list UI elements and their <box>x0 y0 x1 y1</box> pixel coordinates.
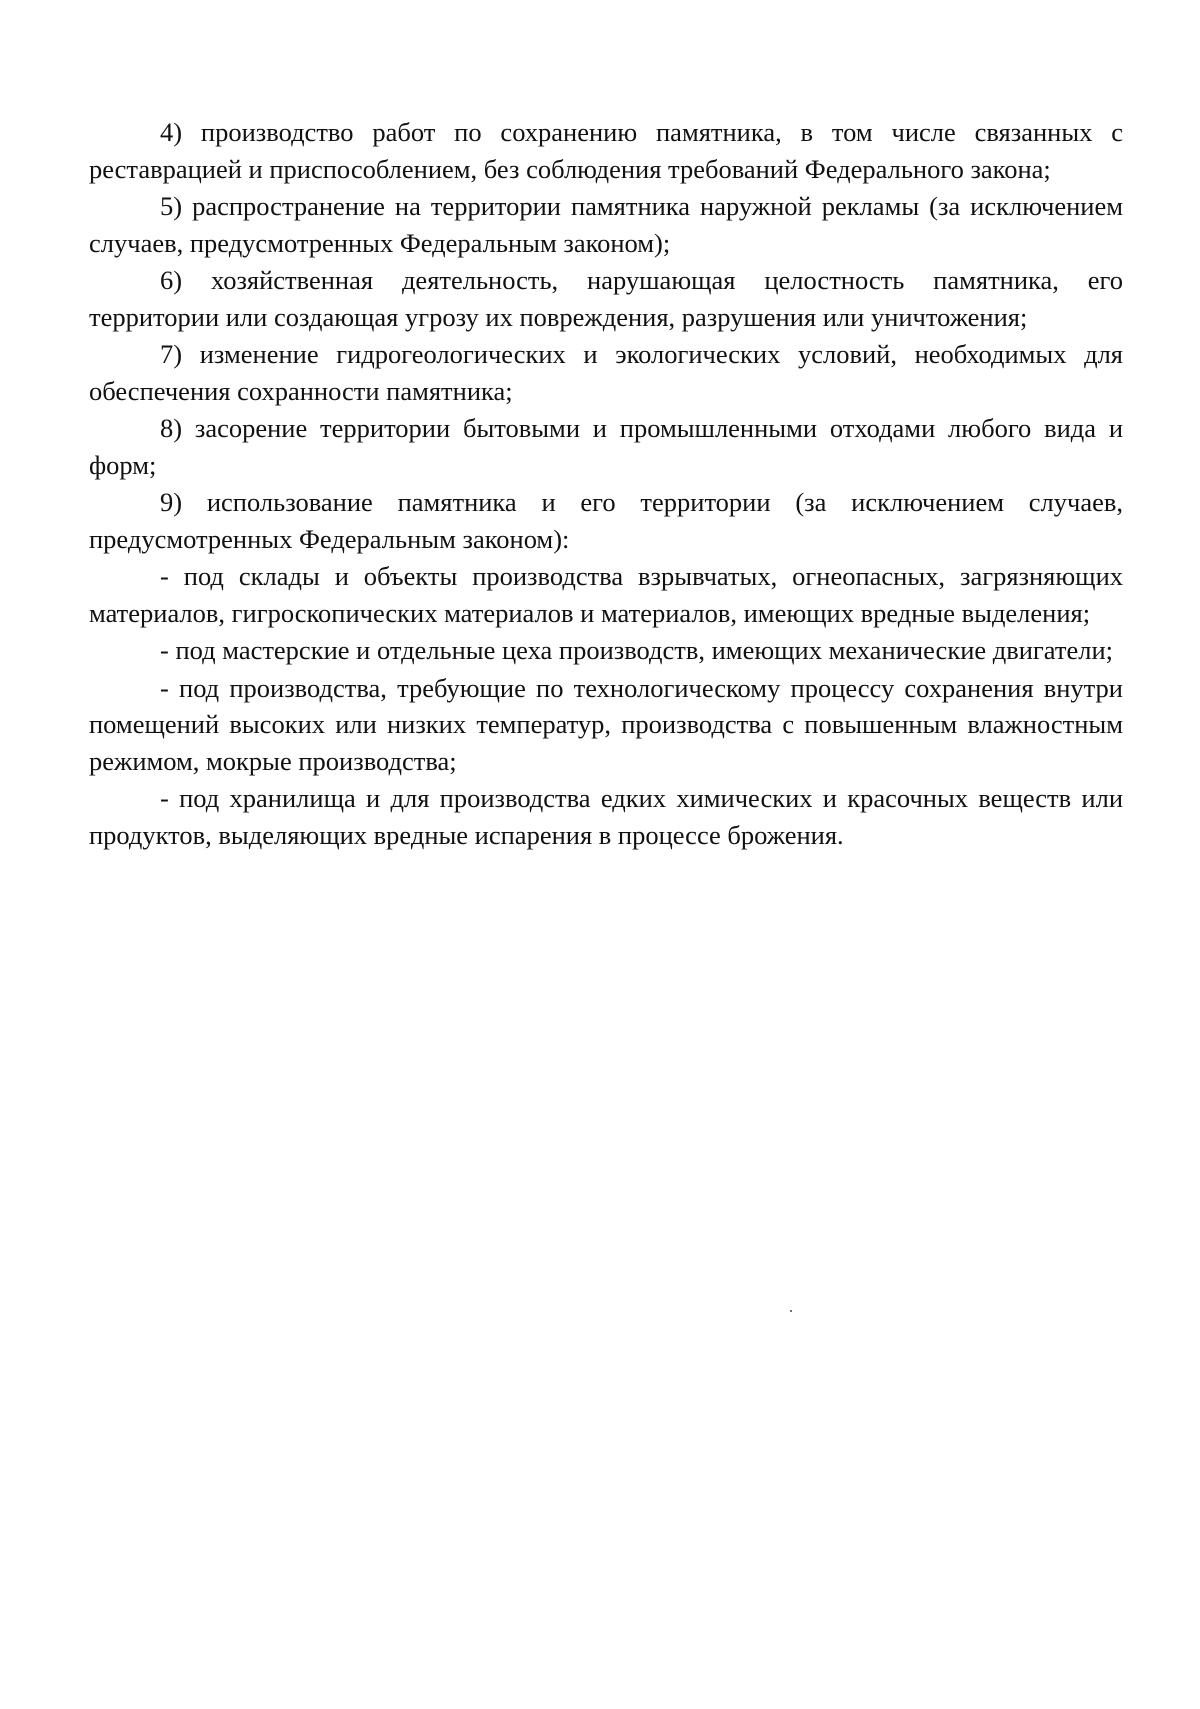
sub-item-workshops: - под мастерские и отдельные цеха производств, имеющих механические двигатели; <box>160 635 1113 665</box>
scan-speck <box>790 1310 792 1312</box>
sub-item-temperature-production: - под производства, требующие по технологическому процессу сохранения внутри помещений высоких или низких температур, производства с повышенным влажностным режимом, мокрые производства; <box>89 672 1123 776</box>
paragraph-item-4: 4) производство работ по сохранению памятника, в том числе связанных с реставрацией и приспособлением, без соблюдения требований Федерального закона; <box>89 117 1123 184</box>
paragraph-item-9: 9) использование памятника и его территории (за исключением случаев, предусмотренных Федеральным законом): <box>89 487 1123 554</box>
paragraph-item-8: 8) засорение территории бытовыми и промышленными отходами любого вида и форм; <box>89 413 1123 480</box>
document-body <box>89 114 1123 854</box>
paragraph-item-7: 7) изменение гидрогеологических и экологических условий, необходимых для обеспечения сохранности памятника; <box>89 339 1123 406</box>
sub-item-chemical-storage: - под хранилища и для производства едких химических и красочных веществ или продуктов, выделяющих вредные испарения в процессе брожения. <box>89 783 1123 850</box>
sub-item-storage: - под склады и объекты производства взрывчатых, огнеопасных, загрязняющих материалов, гигроскопических материалов и материалов, имеющих вредные выделения; <box>89 561 1123 628</box>
paragraph-item-6: 6) хозяйственная деятельность, нарушающая целостность памятника, его территории или создающая угрозу их повреждения, разрушения или уничтожения; <box>89 265 1123 332</box>
paragraph-item-5: 5) распространение на территории памятника наружной рекламы (за исключением случаев, предусмотренных Федеральным законом); <box>89 191 1123 258</box>
